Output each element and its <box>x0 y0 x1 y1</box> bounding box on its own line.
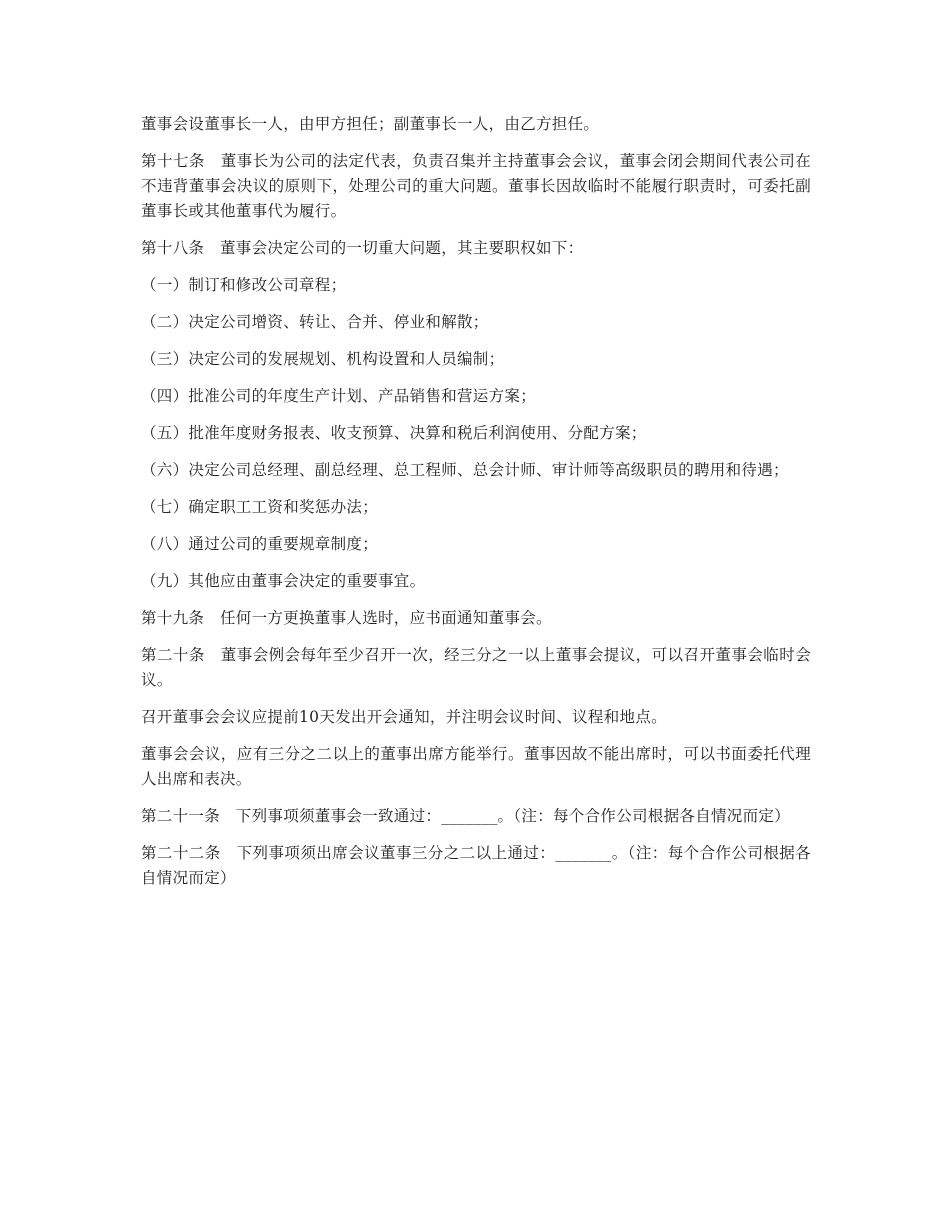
list-item-6: （六）决定公司总经理、副总经理、总工程师、总会计师、审计师等高级职员的聘用和待遇； <box>141 461 789 479</box>
article-20: 第二十条 董事会例会每年至少召开一次，经三分之一以上董事会提议，可以召开董事会临时会议。 <box>141 646 811 689</box>
meeting-notice-paragraph: 召开董事会会议应提前10天发出开会通知，并注明会议时间、议程和地点。 <box>141 708 667 726</box>
paragraph-chairman: 董事会设董事长一人，由甲方担任；副董事长一人，由乙方担任。 <box>141 115 600 133</box>
article-17: 第十七条 董事长为公司的法定代表，负责召集并主持董事会会议，董事会闭会期间代表公司在不违背董事会决议的原则下，处理公司的重大问题。董事长因故临时不能履行职责时，可委托副董事长或其他董事代为履行。 <box>141 152 811 220</box>
list-item-8: （八）通过公司的重要规章制度； <box>141 535 379 553</box>
list-item-4: （四）批准公司的年度生产计划、产品销售和营运方案； <box>141 387 537 405</box>
list-item-9: （九）其他应由董事会决定的重要事宜。 <box>141 572 426 590</box>
list-item-5: （五）批准年度财务报表、收支预算、决算和税后利润使用、分配方案； <box>141 424 647 442</box>
document-page <box>141 112 811 903</box>
quorum-paragraph: 董事会会议，应有三分之二以上的董事出席方能举行。董事因故不能出席时，可以书面委托代理人出席和表决。 <box>141 745 811 788</box>
article-19: 第十九条 任何一方更换董事人选时，应书面通知董事会。 <box>141 609 552 627</box>
article-22: 第二十二条 下列事项须出席会议董事三分之二以上通过：_______。（注：每个合作公司根据各自情况而定） <box>141 844 811 887</box>
list-item-7: （七）确定职工工资和奖惩办法； <box>141 498 379 516</box>
list-item-3: （三）决定公司的发展规划、机构设置和人员编制； <box>141 350 505 368</box>
list-item-2: （二）决定公司增资、转让、合并、停业和解散； <box>141 313 489 331</box>
article-18: 第十八条 董事会决定公司的一切重大问题，其主要职权如下： <box>141 239 584 257</box>
article-21: 第二十一条 下列事项须董事会一致通过：_______。（注：每个合作公司根据各自情况而定） <box>141 807 791 825</box>
list-item-1: （一）制订和修改公司章程； <box>141 276 347 294</box>
